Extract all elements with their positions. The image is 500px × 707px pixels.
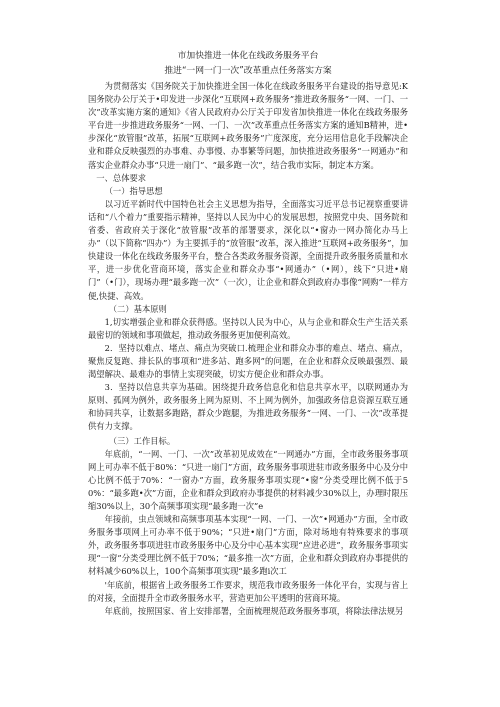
guiding-paragraph: 以习近平新时代中国特色社会主义思想为指导，全面落实习近平总书记视察重要讲话和“八个着力”重要指示精神，坚持以人民为中心的发展思想，按照党中央、国务院和省委、省政府关于深化“放管服”改革的部署要求，深化以“•窗办一网办简化办马上办”（以下简称“四办”）为主要抓手的“放管服”改革，深入推进“互联网+政务服务”，加快建设一体化在线政务服务平台，整合各类政务服务资源，全面提升政务服务质量和水平，进一步优化营商环境，落实企业和群众办事“•网通办”（•网），线下“只进•扇门”（•门），现场办理“最多跑一次”（一次），让企业和群众到政府办事像“网购”一样方便,快捷、高效。 bbox=[88, 198, 408, 301]
subsection-heading-principles: （二）基本原则 bbox=[108, 303, 167, 314]
intro-paragraph: 为贯彻落实《国务院关于加快推进全国一体化在线政务服务平台建设的指导意见:K国务院办公厅关于•印发进一步深化“互联网+政务服务”推进政务服务“一网、一门、一次”改革实施方案的通知》《省人民政府办公厅关于印发省加快推进一体化在线政务服务平台进一步推进政务服务“一网、一门、一次”改革重点任务落实方案的通知B精神，进•步深化“放管服”改革，拓展“互联网+政务服务”广度深度，充分运用信息化手段解决企业和群众反映强烈的办事难、办事慢、办事繁等问题，加快推进政务服务“一网通办”和落实企业群众办事“只进一扇门”、“最多跑一次”，结合我市实际，制定本方案。 bbox=[88, 81, 408, 170]
goal-paragraph-1: 年底前，“一网、一门、一次”改革初见成效在“一网通办”方面，全市政务服务事项网上可办率不低于80%：“只进一扇门”方面，政务服务事项进驻市政务服务中心及分中心比例不低于70%：“一窗办”方面，政务服务事项实现“•窗”分类受理比例不低于50%：“最多跑•次”方面，企业和群众到政府办事提供的材料减少30%以上，办理时限压缩30%以上，30个高频事项实现“最多跑一次”e bbox=[88, 448, 408, 511]
goal-paragraph-2: 年接前，虫点领域和高频事项基本实现“一网、一门、一次”•网通办”方面，全市政务服务事项网上可办率不低于90%；“只进•扇门”方面，除对场地有特殊要求的事项外，政务服务事项进驻市政务服务中心及分中心基本实现“应进必进”，政务服务事项实现“一窗”分类受理比例不低于70%；“最多推一次”方面，企业和群众到政府办事提供的材料减少60%以上，100个高频事项实现“最多跑i次工 bbox=[88, 514, 408, 577]
principle-paragraph-1: 1,切实增强企业和群众获得感。坚持以人民为中心，从与企业和群众生产生活关系最密切的领域和事项做起，推动政务服务更加便利高效。 bbox=[88, 316, 408, 340]
document-subtitle: 推进“一网一门一次”改革重点任务落实方案 bbox=[164, 65, 332, 76]
goal-paragraph-3: '年底前，根据省上政务服务工作要求，规范我市政务服务一体化平台，实现与省上的对接，全面提升全市政务服务水平，营造更加公平透明的营商环境。 bbox=[88, 579, 408, 603]
document-title: 市加快推进一体化在线政务服务平台 bbox=[177, 51, 319, 61]
subsection-heading-guiding: （一）指导思想 bbox=[104, 185, 163, 196]
goal-paragraph-4: 年底前，按照国家、省上安排部署，全面梳理规范政务服务事项，将除法律法规另 bbox=[104, 605, 404, 616]
document-body bbox=[88, 50, 408, 618]
subsection-heading-goals: （三）工作目标。 bbox=[108, 435, 176, 446]
principle-paragraph-3: 3．坚持以信息共享为基础。困绕提升政务信息化和信息共享水平，以联网通办为原则、孤网为例外，政务服务上网为原则、不上网为例外，加强政务信息资源互联互通和协同共享，让数据多跑路，群众少跑腿，为推进政务服务“一网、一门、一次”改革提供有力支撑。 bbox=[88, 382, 408, 432]
principle-paragraph-2: 2．坚持以难点、堵点、痛点为突破口.梳理企业和群众办事的难点、堵点、痛点，聚焦反复跑、排长队的事项和“进多站、跑多网”的问题，在企业和群众反映最强烈、最渴望解决、最难办的事情上实现突破，切实方便企业和群众办事。 bbox=[88, 342, 408, 380]
section-heading-overall: 一、总体要求 bbox=[96, 172, 147, 183]
